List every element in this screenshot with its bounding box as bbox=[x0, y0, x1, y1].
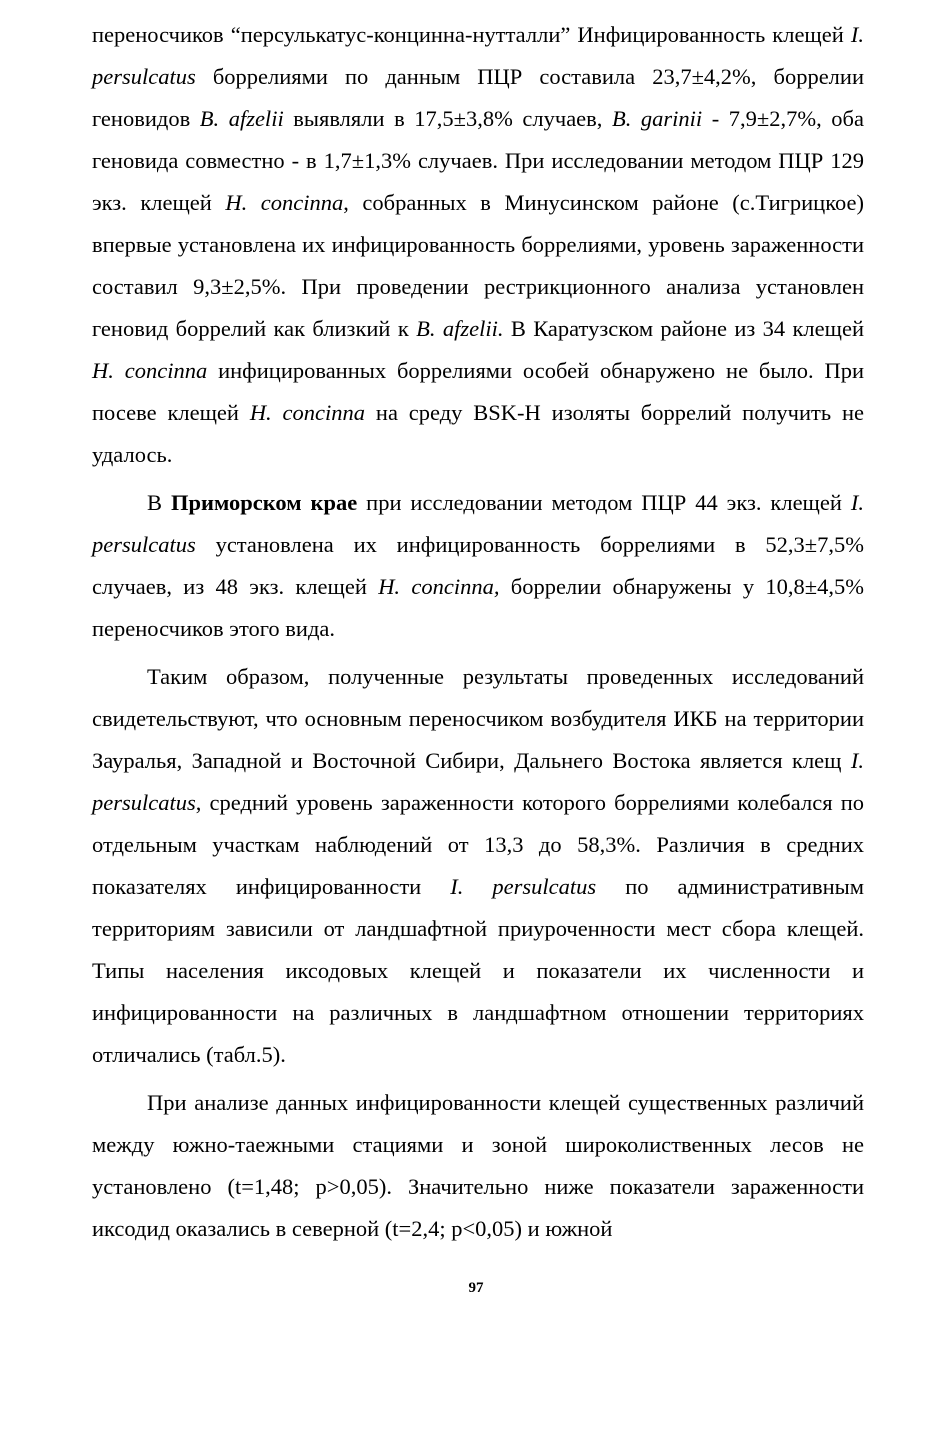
text-run: боррелиями по данным ПЦР составила 23,7±4,2%, боррелии геновидов bbox=[92, 64, 864, 131]
species-name: I. persulcatus bbox=[92, 490, 864, 557]
text-run: выявляли в 17,5±3,8% случаев, bbox=[283, 106, 612, 131]
paragraph-2 bbox=[92, 482, 864, 650]
text-run: В bbox=[147, 490, 171, 515]
paragraph-3 bbox=[92, 656, 864, 1076]
text-run: В Каратузском районе из 34 клещей bbox=[503, 316, 864, 341]
text-run: по административным территориям зависили от ландшафтной приуроченности мест сбора клещей. Типы населения иксодовых клещей и показатели их численности и инфицированности на различных в ландшафтном отношении территориях отличались (табл.5). bbox=[92, 874, 864, 1067]
text-run: Таким образом, полученные результаты проведенных исследований свидетельствуют, что основным переносчиком возбудителя ИКБ на территории Зауралья, Западной и Восточной Сибири, Дальнего Востока является клещ bbox=[92, 664, 864, 773]
species-name: I. persulcatus bbox=[92, 748, 864, 815]
paragraph-4 bbox=[92, 1082, 864, 1250]
text-run: на среду BSK-H изоляты боррелий получить не удалось. bbox=[92, 400, 864, 467]
text-run: инфицированных боррелиями особей обнаружено не было. При посеве клещей bbox=[92, 358, 864, 425]
text-run: , собранных в Минусинском районе (с.Тигрицкое) впервые установлена их инфицированность боррелиями, уровень зараженности составил 9,3±2,5%. При проведении рестрикционного анализа установлен геновид боррелий как близкий к bbox=[92, 190, 864, 341]
paragraph-1 bbox=[92, 14, 864, 476]
species-name: B. garinii bbox=[611, 106, 703, 131]
text-run: боррелии обнаружены у 10,8±4,5% переносчиков этого вида. bbox=[92, 574, 864, 641]
species-name: H. concinna, bbox=[378, 574, 500, 599]
species-name: I. persulcatus bbox=[450, 874, 597, 899]
document-page bbox=[92, 14, 864, 1250]
page-number: 97 bbox=[468, 1280, 484, 1296]
species-name: H. concinna bbox=[249, 400, 366, 425]
species-name: H. concinna bbox=[225, 190, 344, 215]
text-run: при исследовании методом ПЦР 44 экз. клещей bbox=[357, 490, 851, 515]
species-name: B. afzelii bbox=[199, 106, 284, 131]
text-run: , средний уровень зараженности которого боррелиями колебался по отдельным участкам наблюдений от 13,3 до 58,3%. Различия в средних показателях инфицированности bbox=[92, 790, 864, 899]
species-name: B. afzelii. bbox=[416, 316, 504, 341]
species-name: I. persulcatus bbox=[92, 22, 864, 89]
text-run: При анализе данных инфицированности клещей существенных различий между южно-таежными стациями и зоной широколиственных лесов не установлено (t=1,48; p>0,05). Значительно ниже показатели зараженности иксодид оказались в северной (t=2,4; p<0,05) и южной bbox=[92, 1090, 864, 1241]
region-name: Приморском крае bbox=[170, 490, 358, 515]
text-run: переносчиков “персулькатус-концинна-нутталли” Инфицированность клещей bbox=[92, 22, 851, 47]
text-run: - 7,9±2,7%, оба геновида совместно - в 1,7±1,3% случаев. При исследовании методом ПЦР 129 экз. клещей bbox=[92, 106, 864, 215]
species-name: H. concinna bbox=[92, 358, 208, 383]
text-run: установлена их инфицированность боррелиями в 52,3±7,5% случаев, из 48 экз. клещей bbox=[92, 532, 864, 599]
